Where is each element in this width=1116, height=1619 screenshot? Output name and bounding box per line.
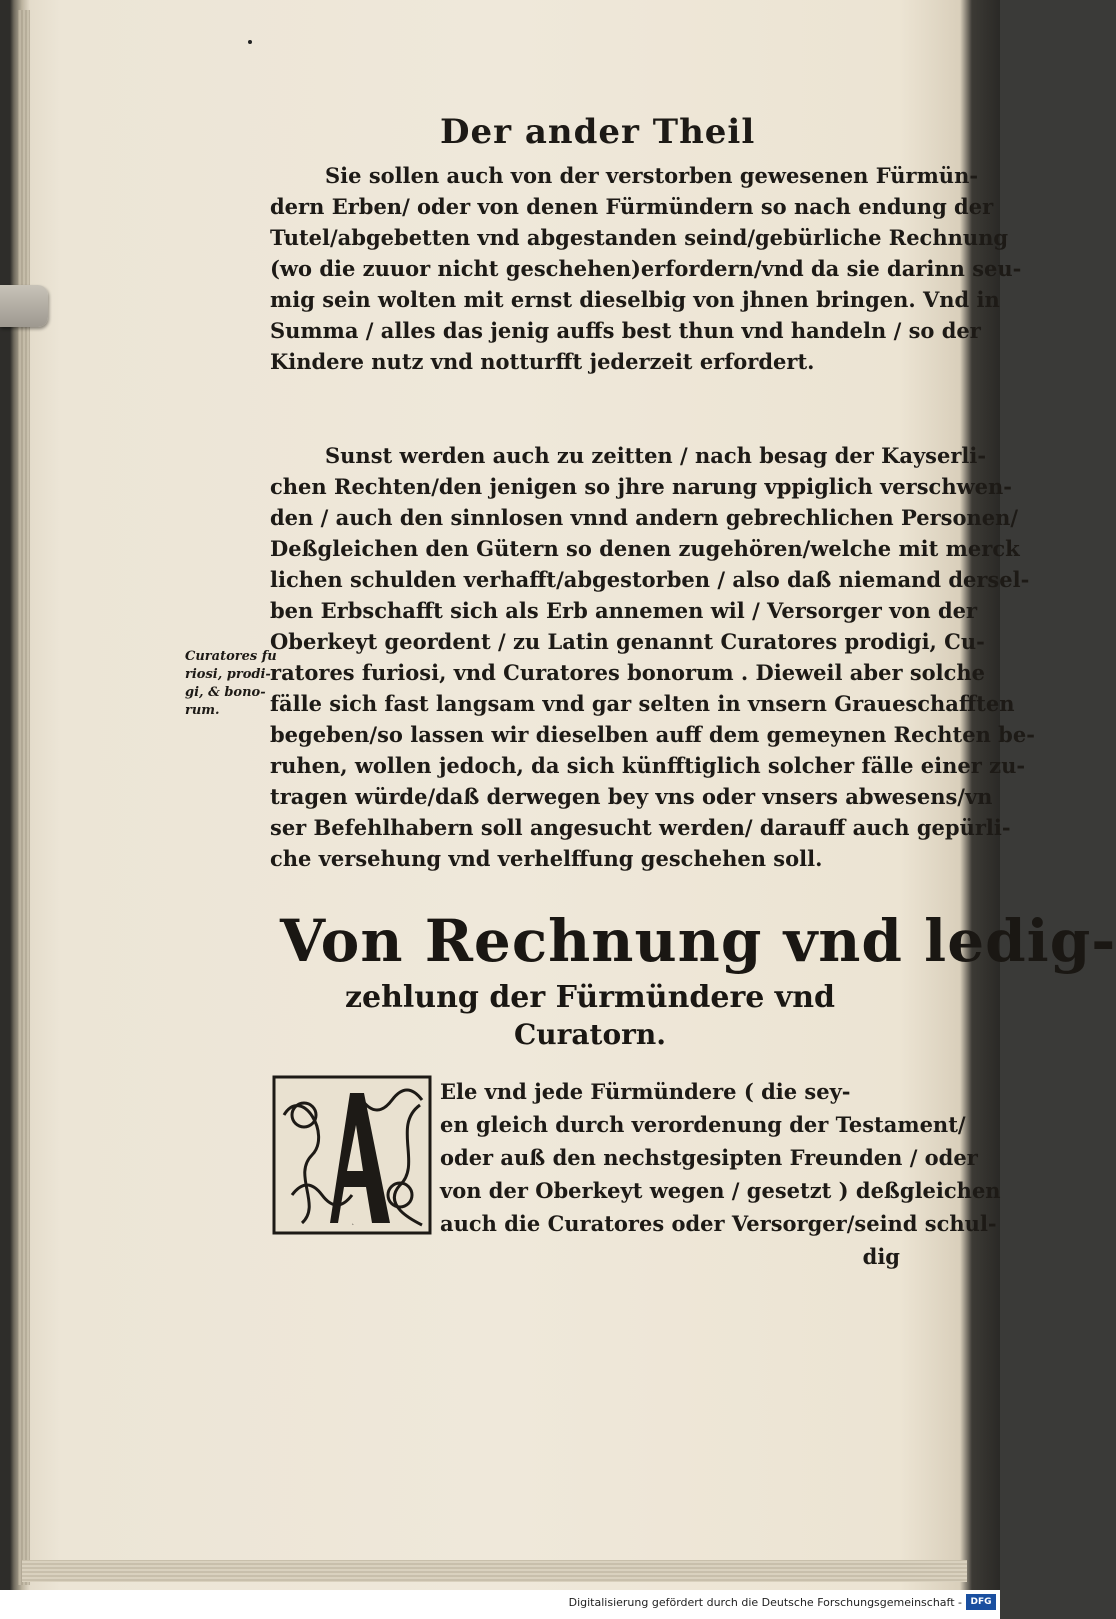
text-line: fälle sich fast langsam vnd gar selten in vnsern Graueschafften [270,691,1015,716]
text-line: Ele vnd jede Fürmündere ( die sey- [440,1079,851,1104]
text-line: den / auch den sinnlosen vnnd andern gebrechlichen Personen/ [270,505,1019,530]
text-line: Sunst werden auch zu zeitten / nach besag der Kayserli- [325,443,987,468]
text-line: en gleich durch verordenung der Testament/ [440,1112,966,1137]
margin-note-line: rum. [185,703,220,718]
text-line: Kindere nutz vnd notturfft jederzeit erfordert. [270,349,815,374]
text-line: auch die Curatores oder Versorger/seind schul- [440,1211,997,1236]
text-line: mig sein wolten mit ernst dieselbig von jhnen bringen. Vnd in [270,287,1000,312]
text-line: che versehung vnd verhelffung geschehen soll. [270,846,823,871]
text-line: ben Erbschafft sich als Erb annemen wil / Versorger von der [270,598,978,623]
text-line: ratores furiosi, vnd Curatores bonorum . Dieweil aber solche [270,660,986,685]
text-line: von der Oberkeyt wegen / gesetzt ) deßgleichen [440,1178,1001,1203]
page-edge [18,10,30,1585]
section-heading-line-2: zehlung der Fürmündere vnd [344,980,836,1015]
text-line: Summa / alles das jenig auffs best thun vnd handeln / so der [270,318,981,343]
footer-bar [0,1590,1000,1619]
dfg-logo-icon[interactable]: DFG [966,1594,996,1610]
text-line: Deßgleichen den Gütern so denen zugehören/welche mit merck [270,536,1020,561]
text-line: dern Erben/ oder von denen Fürmündern so nach endung der [270,194,994,219]
text-line: chen Rechten/den jenigen so jhre narung vppiglich verschwen- [270,474,1013,499]
decorated-initial-icon [272,1075,432,1235]
bookmark-clip-icon [0,285,48,327]
text-line: Oberkeyt geordent / zu Latin genannt Curatores prodigi, Cu- [270,629,985,654]
text-line: ser Befehlhabern soll angesucht werden/ darauff auch gepürli- [270,815,1011,840]
margin-note-line: gi, & bono- [185,685,266,700]
paragraph-3 [440,1075,1001,1273]
margin-note-line: Curatores fu [185,649,277,664]
initial-letter: A [352,1224,354,1226]
margin-note-line: riosi, prodi- [185,667,271,682]
text-line: Sie sollen auch von der verstorben gewesenen Fürmün- [325,163,979,188]
text-line: lichen schulden verhafft/abgestorben / also daß niemand dersel- [270,567,1030,592]
text-line: tragen würde/daß derwegen bey vns oder vnsers abwesens/vn [270,784,993,809]
page-bottom-edge [22,1560,967,1582]
paragraph-1 [270,160,1022,377]
text-line: oder auß den nechstgesipten Freunden / oder [440,1145,978,1170]
text-line: ruhen, wollen jedoch, da sich künfftiglich solcher fälle einer zu- [270,753,1026,778]
text-line: (wo die zuuor nicht geschehen)erfordern/vnd da sie darinn seu- [270,256,1022,281]
text-line: begeben/so lassen wir dieselben auff dem gemeynen Rechten be- [270,722,1035,747]
section-heading-line-3: Curatorn. [513,1018,666,1051]
ink-dot [248,40,252,44]
paragraph-2 [270,440,1035,874]
running-title: Der ander Theil [440,112,756,152]
margin-note [185,648,277,720]
section-heading-line-1: Von Rechnung vnd ledig- [280,907,1116,975]
text-line: Tutel/abgebetten vnd abgestanden seind/gebürliche Rechnung [270,225,1009,250]
catchword: dig [862,1244,900,1269]
section-heading [280,905,1116,1053]
funding-credit: Digitalisierung gefördert durch die Deutsche Forschungsgemeinschaft - [568,1596,962,1609]
